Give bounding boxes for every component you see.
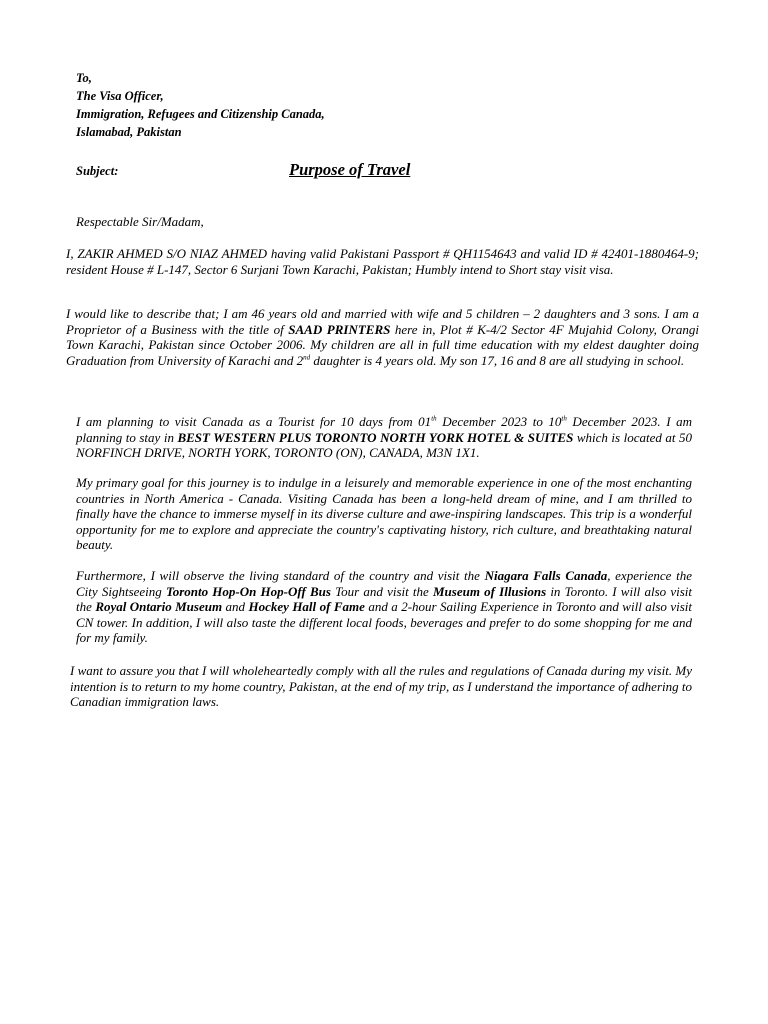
address-line-to: To, [76, 71, 92, 85]
paragraph-text: I would like to describe that; I am 46 years old and married with wife and 5 children – 2 daughters and 3 sons. I am a Proprietor of a Business with the title of [66, 306, 699, 337]
paragraph-text: I am planning to visit Canada as a Tourist for 10 days from 01 [76, 414, 432, 429]
paragraph-text: daughter is 4 years old. My son 17, 16 and 8 are all studying in school. [310, 352, 685, 368]
paragraph-text: December 2023 to 10 [436, 414, 562, 429]
paragraph-text: Tour and visit the [330, 583, 433, 599]
attraction-hockey-hall: Hockey Hall of Fame [248, 599, 365, 614]
attraction-niagara: Niagara Falls Canada [484, 568, 608, 583]
paragraph-text: in Toronto. I will also visit the [76, 583, 692, 614]
paragraph-text: Furthermore, I will observe the living standard of the country and visit the [76, 568, 485, 583]
paragraph-text: which is located at 50 NORFINCH DRIVE, NORTH YORK, TORONTO (ON), CANADA, M3N 1X1. [76, 429, 693, 460]
paragraph-identity: I, ZAKIR AHMED S/O NIAZ AHMED having valid Pakistani Passport # QH1154643 and valid ID # 42401-1880464-9; resident House # L-147, Sector 6 Surjani Town Karachi, Pakistan; Humbly intend to Short stay visit visa. [66, 246, 699, 277]
paragraph-text: and a 2-hour Sailing Experience in Toronto and will also visit CN tower. In addition, I will also taste the different local foods, beverages and prefer to do some shopping for me and for my family. [76, 599, 693, 645]
paragraph-text: December 2023. I am planning to stay in [76, 414, 692, 445]
ordinal-suffix: th [561, 414, 567, 423]
business-name: SAAD PRINTERS [288, 321, 391, 337]
paragraph-text: and [222, 599, 249, 614]
attraction-museum-illusions: Museum of Illusions [433, 583, 547, 599]
attraction-rom: Royal Ontario Museum [95, 599, 223, 614]
salutation: Respectable Sir/Madam, [76, 214, 204, 229]
paragraph-travel-plan [76, 414, 692, 461]
address-line-officer: The Visa Officer, [76, 89, 164, 103]
subject-title: Purpose of Travel [289, 160, 411, 179]
address-line-city: Islamabad, Pakistan [76, 125, 182, 139]
paragraph-assurance: I want to assure you that I will wholeheartedly comply with all the rules and regulations of Canada during my visit. My intention is to return to my home country, Pakistan, at the end of my trip, as I understand the importance of adhering to Canadian immigration laws. [70, 663, 692, 709]
paragraph-goal: My primary goal for this journey is to indulge in a leisurely and memorable experience in one of the most enchanting countries in North America - Canada. Visiting Canada has been a long-held dream of mine, and I am thrilled to finally have the chance to immerse myself in its diverse culture and awe-inspiring landscapes. This trip is a wonderful opportunity for me to explore and appreciate the country's captivating history, rich culture, and breathtaking natural beauty. [76, 475, 692, 552]
address-line-department: Immigration, Refugees and Citizenship Canada, [76, 107, 325, 121]
attraction-bus-tour: Toronto Hop-On Hop-Off Bus [165, 583, 331, 599]
paragraph-itinerary [76, 568, 692, 646]
paragraph-text: , experience the City Sightseeing [76, 568, 692, 599]
ordinal-suffix: nd [303, 353, 311, 362]
paragraph-background [66, 306, 699, 368]
paragraph-text: here in, Plot # K-4/2 Sector 4F Mujahid Colony, Orangi Town Karachi, Pakistan since October 2006. My children are all in full time education with my eldest daughter doing Graduation from University of Karachi and 2 [66, 321, 699, 368]
hotel-name: BEST WESTERN PLUS TORONTO NORTH YORK HOTEL & SUITES [177, 429, 574, 445]
ordinal-suffix: th [431, 414, 437, 423]
subject-label: Subject: [76, 164, 119, 178]
recipient-address [76, 69, 325, 141]
